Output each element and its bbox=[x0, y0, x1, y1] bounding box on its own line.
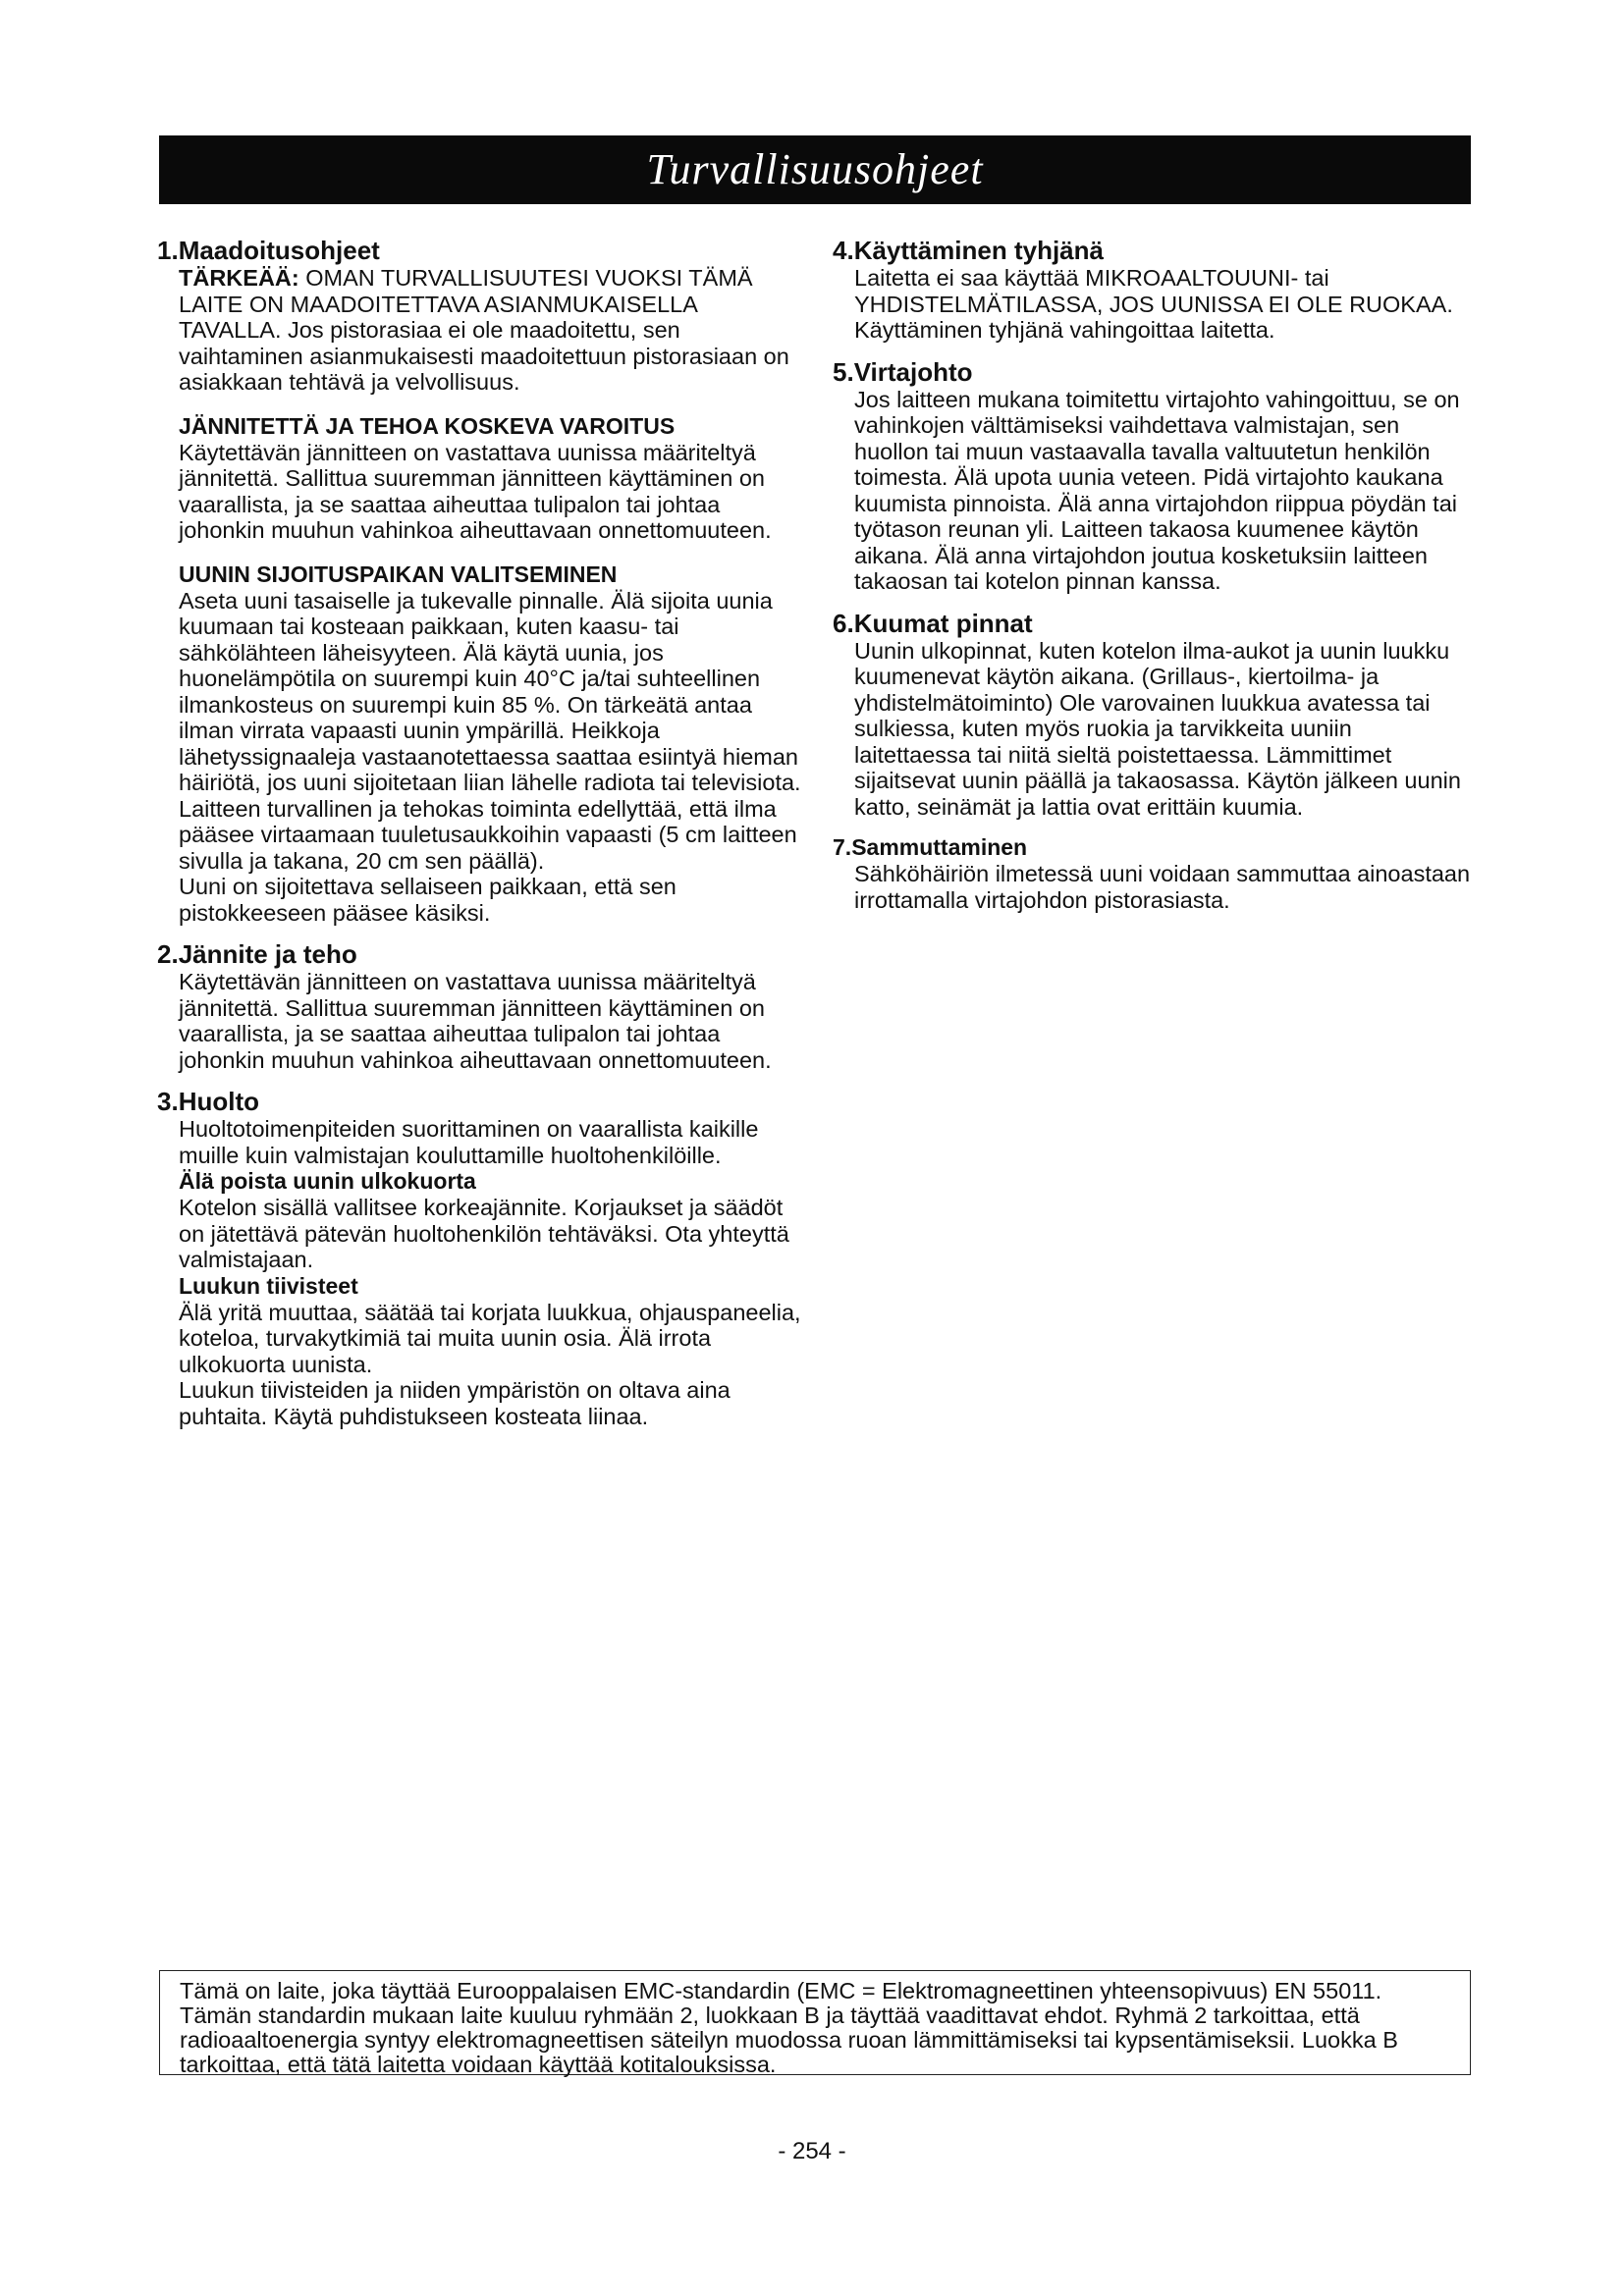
section-heading bbox=[157, 939, 805, 969]
section-heading bbox=[833, 236, 1471, 265]
page-number: - 254 - bbox=[778, 2138, 846, 2164]
section-power-cord bbox=[833, 357, 1471, 595]
section-heading bbox=[833, 833, 1471, 861]
section-heading bbox=[157, 1087, 805, 1116]
paragraph: Älä yritä muuttaa, säätää tai korjata luukkua, ohjauspaneelia, koteloa, turvakytkimiä tai muita uunin osia. Älä irrota ulkokuorta uunista. bbox=[179, 1299, 801, 1377]
section-number: 7. bbox=[833, 834, 852, 860]
emc-notice-box bbox=[159, 1970, 1471, 2075]
section-body bbox=[157, 1116, 805, 1429]
important-text: OMAN TURVALLISUUTESI VUOKSI TÄMÄ LAITE ON MAADOITETTAVA ASIANMUKAISELLA TAVALLA. Jos pistorasiaa ei ole maadoitettu, sen vaihtaminen asianmukaisesti maadoitettuun pistorasiaan on asiakkaan tehtävä ja velvollisuus. bbox=[179, 265, 789, 395]
emc-notice-text: Tämä on laite, joka täyttää Eurooppalaisen EMC-standardin (EMC = Elektromagneettinen yhteensopivuus) EN 55011. Tämän standardin mukaan laite kuuluu ryhmään 2, luokkaan B ja täyttää vaadittavat ehdot. Ryhmä 2 tarkoittaa, että radioaaltoenergia syntyy elektromagneettisen säteilyn muodossa ruoan lämmittämiseksi tai kypsentämiseksii. Luokka B tarkoittaa, että tätä laitetta voidaan käyttää kotitalouksissa. bbox=[180, 1978, 1398, 2077]
section-body bbox=[833, 638, 1471, 821]
section-body bbox=[833, 861, 1471, 913]
title-bar bbox=[159, 135, 1471, 204]
section-title: Huolto bbox=[178, 1087, 259, 1116]
page-title: Turvallisuusohjeet bbox=[646, 145, 984, 193]
paragraph: Sähköhäiriön ilmetessä uuni voidaan sammuttaa ainoastaan irrottamalla virtajohdon pistorasiasta. bbox=[854, 861, 1471, 913]
left-column bbox=[157, 236, 805, 1443]
section-body bbox=[833, 265, 1471, 344]
section-heading bbox=[833, 609, 1471, 638]
paragraph: Luukun tiivisteiden ja niiden ympäristön on oltava aina puhtaita. Käytä puhdistukseen kosteata liinaa. bbox=[179, 1377, 731, 1429]
section-title: Virtajohto bbox=[853, 356, 973, 387]
paragraph: Käytettävän jännitteen on vastattava uunissa määriteltyä jännitettä. Sallittua suuremman jännitteen käyttäminen on vaarallista, ja se saattaa aiheuttaa tulipalon tai johtaa johonkin muuhun vahinkoa aiheuttavaan onnettomuuteen. bbox=[179, 969, 772, 1073]
section-number: 5. bbox=[833, 356, 854, 387]
paragraph: Huoltotoimenpiteiden suorittaminen on vaarallista kaikille muille kuin valmistajan kouluttamille huoltohenkilöille. bbox=[179, 1116, 759, 1168]
paragraph: Laitetta ei saa käyttää MIKROAALTOUUNI- tai YHDISTELMÄTILASSA, JOS UUNISSA EI OLE RUOKAA. Käyttäminen tyhjänä vahingoittaa laitetta. bbox=[854, 265, 1453, 343]
paragraph: Jos laitteen mukana toimitettu virtajohto vahingoittuu, se on vahinkojen välttämiseksi vaihdettava valmistajan, sen huollon tai muun vastaavalla tavalla valtuutetun henkilön toimesta. Älä upota uunia veteen. Pidä virtajohto kaukana kuumista pinnoista. Älä anna virtajohdon riippua pöydän tai työtason reunan yli. Laitteen takaosa kuumenee käytön aikana. Älä anna virtajohdon joutua kosketuksiin laitteen takaosan tai kotelon pinnan kanssa. bbox=[854, 386, 1460, 594]
paragraph: Kotelon sisällä vallitsee korkeajännite. Korjaukset ja säädöt on jätettävä pätevän huoltohenkilön tehtäväksi. Ota yhteyttä valmistajaan. bbox=[179, 1195, 789, 1272]
subheading-outer-casing: Älä poista uunin ulkokuorta bbox=[179, 1168, 476, 1194]
section-grounding bbox=[157, 236, 805, 926]
section-heading bbox=[157, 236, 805, 265]
section-empty-operation bbox=[833, 236, 1471, 344]
section-body bbox=[157, 265, 805, 926]
paragraph: Aseta uuni tasaiselle ja tukevalle pinnalle. Älä sijoita uunia kuumaan tai kosteaan paikkaan, kuten kaasu- tai sähkölähteen läheisyyteen. Älä käytä uunia, jos huonelämpötila on suurempi kuin 40°C ja/tai suhteellinen ilmankosteus on suurempi kuin 85 %. On tärkeätä antaa ilman virrata vapaasti uunin ympärillä. Heikkoja lähetyssignaaleja vastaanotettaessa saattaa esiintyä hieman häiriötä, jos uuni sijoitetaan liian lähelle radiota tai televisiota. bbox=[179, 587, 801, 795]
section-number: 4. bbox=[833, 236, 854, 265]
important-label: TÄRKEÄÄ: bbox=[179, 265, 299, 291]
section-title: Jännite ja teho bbox=[178, 939, 357, 969]
section-title: Sammuttaminen bbox=[851, 834, 1028, 860]
section-voltage bbox=[157, 939, 805, 1073]
paragraph: Laitteen turvallinen ja tehokas toiminta edellyttää, että ilma pääsee virtaamaan tuuletusaukkoihin vapaasti (5 cm laitteen sivulla ja takana, 20 cm sen päällä). bbox=[179, 795, 797, 874]
section-shutdown bbox=[833, 833, 1471, 913]
section-number: 3. bbox=[157, 1087, 179, 1116]
important-paragraph bbox=[179, 265, 805, 396]
section-body bbox=[833, 387, 1471, 595]
section-title: Kuumat pinnat bbox=[853, 608, 1033, 638]
paragraph: Uunin ulkopinnat, kuten kotelon ilma-aukot ja uunin luukku kuumenevat käytön aikana. (Grillaus-, kiertoilma- ja yhdistelmätoiminto) Ole varovainen luukkua avatessa tai sulkiessa, kuten myös ruokia ja tarvikkeita uuniin laitettaessa tai niitä sieltä poistettaessa. Lämmittimet sijaitsevat uunin päällä ja takaosassa. Käytön jälkeen uunin katto, seinämät ja lattia ovat erittäin kuumia. bbox=[854, 637, 1461, 820]
paragraph: Käytettävän jännitteen on vastattava uunissa määriteltyä jännitettä. Sallittua suuremman jännitteen käyttäminen on vaarallista, ja se saattaa aiheuttaa tulipalon tai johtaa johonkin muuhun vahinkoa aiheuttavaan onnettomuuteen. bbox=[179, 439, 772, 543]
section-number: 1. bbox=[157, 236, 179, 265]
section-heading bbox=[833, 357, 1471, 387]
subheading-placement: UUNIN SIJOITUSPAIKAN VALITSEMINEN bbox=[179, 561, 618, 587]
section-body bbox=[157, 969, 805, 1073]
section-title: Maadoitusohjeet bbox=[178, 236, 380, 265]
subheading-door-seals: Luukun tiivisteet bbox=[179, 1272, 358, 1299]
right-column bbox=[833, 236, 1471, 927]
section-service bbox=[157, 1087, 805, 1429]
subheading-voltage-warning: JÄNNITETTÄ JA TEHOA KOSKEVA VAROITUS bbox=[179, 412, 676, 439]
section-number: 2. bbox=[157, 939, 179, 969]
paragraph: Uuni on sijoitettava sellaiseen paikkaan, että sen pistokkeeseen pääsee käsiksi. bbox=[179, 874, 677, 926]
section-hot-surfaces bbox=[833, 609, 1471, 821]
section-title: Käyttäminen tyhjänä bbox=[853, 236, 1104, 265]
section-number: 6. bbox=[833, 608, 854, 638]
